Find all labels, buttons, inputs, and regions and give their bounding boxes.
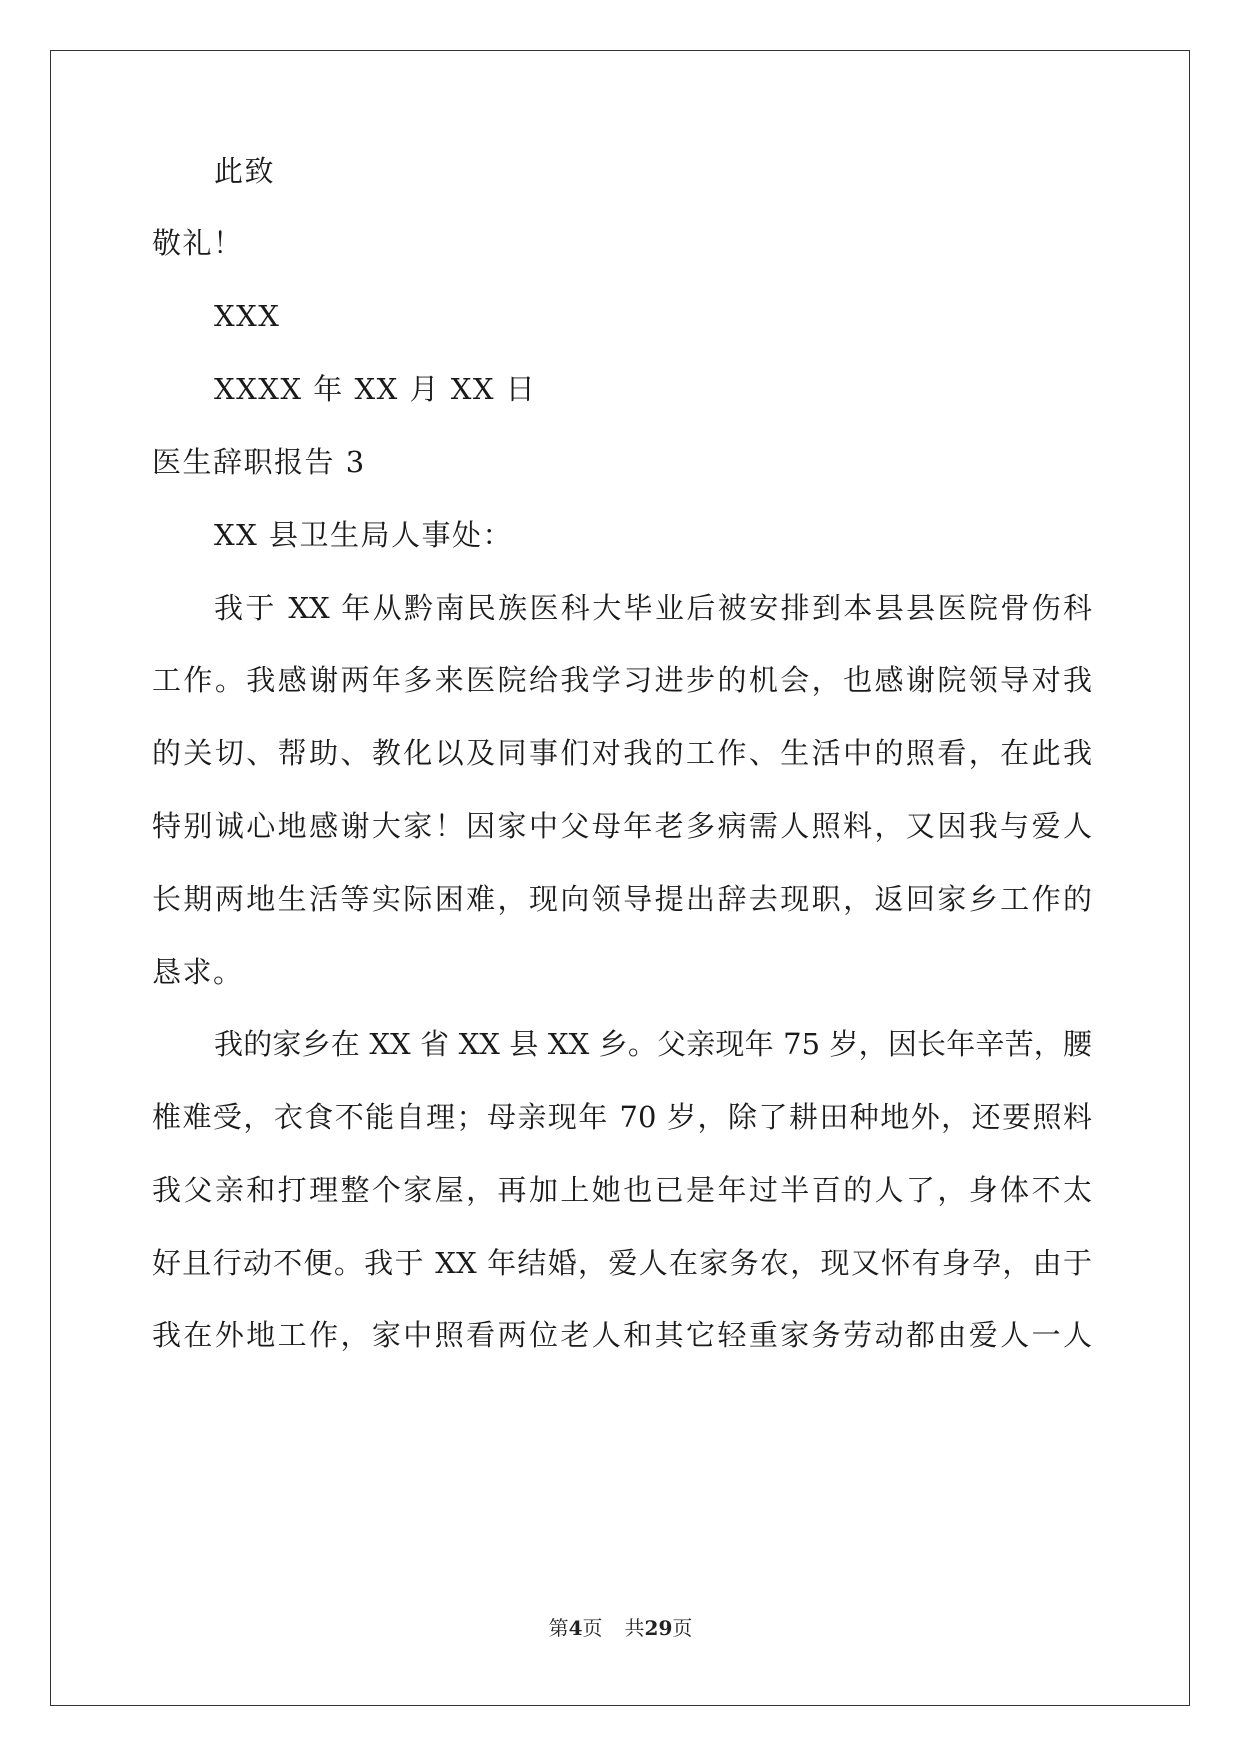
signature-date: XXXX 年 XX 月 XX 日 [214, 372, 537, 406]
body-line: 我父亲和打理整个家屋，再加上她也已是年过半百的人了，身体不太 [152, 1173, 1092, 1207]
section-title: 医生辞职报告 3 [152, 445, 366, 479]
addressee: XX 县卫生局人事处： [214, 518, 514, 552]
closing-salutation: 此致 [214, 154, 276, 188]
page-footer [0, 1612, 1241, 1641]
page-number: 4 [568, 1616, 583, 1640]
body-line: 特别诚心地感谢大家！因家中父母年老多病需人照料，又因我与爱人 [152, 809, 1092, 843]
body-line: 椎难受，衣食不能自理；母亲现年 70 岁，除了耕田种地外，还要照料 [152, 1100, 1092, 1134]
closing-regards: 敬礼！ [152, 226, 244, 260]
body-line: 恳求。 [152, 955, 244, 989]
body-line: 的关切、帮助、教化以及同事们对我的工作、生活中的照看，在此我 [152, 736, 1092, 770]
body-line: 我于 XX 年从黔南民族医科大毕业后被安排到本县县医院骨伤科 [214, 591, 1092, 625]
body-line: 长期两地生活等实际困难，现向领导提出辞去现职，返回家乡工作的 [152, 882, 1092, 916]
body-line: 我在外地工作，家中照看两位老人和其它轻重家务劳动都由爱人一人 [152, 1318, 1092, 1352]
total-prefix: 共 [624, 1616, 645, 1640]
page-prefix: 第 [548, 1616, 569, 1640]
body-line: 工作。我感谢两年多来医院给我学习进步的机会，也感谢院领导对我 [152, 663, 1092, 697]
total-suffix: 页 [672, 1616, 693, 1640]
body-line: 好且行动不便。我于 XX 年结婚，爱人在家务农，现又怀有身孕，由于 [152, 1246, 1092, 1280]
total-pages: 29 [644, 1616, 673, 1640]
signature-name: XXX [214, 299, 281, 333]
page-suffix: 页 [582, 1616, 603, 1640]
body-line: 我的家乡在 XX 省 XX 县 XX 乡。父亲现年 75 岁，因长年辛苦，腰 [214, 1027, 1092, 1061]
